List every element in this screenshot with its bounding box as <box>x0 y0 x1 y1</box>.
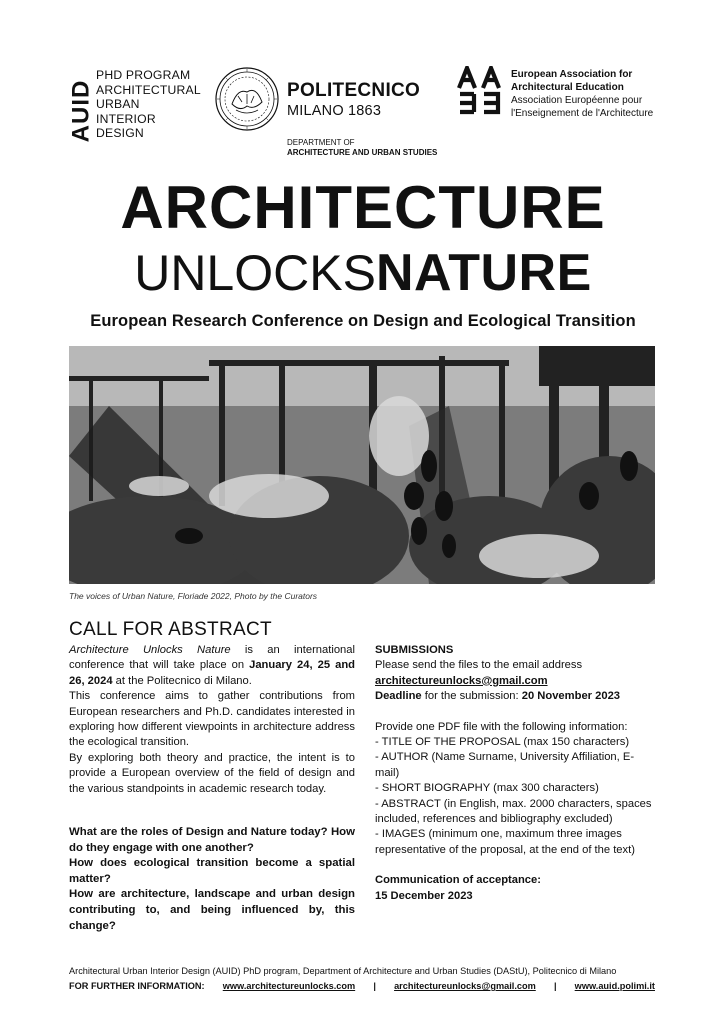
eaae-fr-line2: l'Enseignement de l'Architecture <box>511 108 654 119</box>
requirement-item: - TITLE OF THE PROPOSAL (max 150 characters) <box>375 736 630 749</box>
title-line-2 <box>68 244 658 302</box>
aims-paragraph: This conference aims to gather contributions from European researchers and Ph.D. candidates interested in exploring how different viewpoints in architecture address the ecological transition. <box>69 690 355 749</box>
submissions-heading: SUBMISSIONS <box>375 644 454 656</box>
submissions-section <box>375 643 657 904</box>
intro-location: at the Politecnico di Milano. <box>112 674 252 687</box>
footer-credits: Architectural Urban Interior Design (AUID) PhD program, Department of Architecture and Urban Studies (DAStU), Politecnico di Milano <box>69 966 617 976</box>
polimi-city: MILANO 1863 <box>287 103 382 119</box>
footer-website-link[interactable]: www.architectureunlocks.com <box>222 981 356 991</box>
photo-caption: The voices of Urban Nature, Floriade 2022, Photo by the Curators <box>69 591 318 601</box>
polimi-department <box>287 138 437 158</box>
footer-info <box>69 981 655 991</box>
deadline-date: 20 November 2023 <box>521 690 621 703</box>
acceptance-label: Communication of acceptance: <box>375 874 541 887</box>
auid-logo-mark <box>67 66 95 156</box>
deadline-line <box>375 689 657 704</box>
auid-line: URBAN <box>96 97 140 112</box>
submissions-send-text: Please send the files to the email address <box>375 659 583 672</box>
footer-auid-link[interactable]: www.auid.polimi.it <box>574 981 655 991</box>
provide-text: Provide one PDF file with the following information: <box>375 720 628 733</box>
auid-line: PHD PROGRAM <box>96 68 191 82</box>
intro-paragraph <box>69 643 355 689</box>
auid-program-name <box>96 68 201 141</box>
eaae-fr-line1: Association Européenne pour <box>511 95 643 106</box>
polimi-name: POLITECNICO <box>287 80 421 101</box>
requirement-item: - ABSTRACT (in English, max. 2000 characters, spaces included, references and bibliography excluded) <box>375 797 652 826</box>
intro-conference-name: Architecture Unlocks Nature <box>69 644 231 656</box>
requirement-item: - SHORT BIOGRAPHY (max 300 characters) <box>375 782 599 795</box>
call-for-abstract-heading: CALL FOR ABSTRACT <box>69 619 272 640</box>
title-line-1: ARCHITECTURE <box>120 174 606 241</box>
requirement-item: - IMAGES (minimum one, maximum three images representative of the proposal, at the end of the text) <box>375 828 635 856</box>
question-item: How does ecological transition become a spatial matter? <box>69 857 355 885</box>
requirement-item: - AUTHOR (Name Surname, University Affiliation, E-mail) <box>375 751 635 779</box>
footer-email-link[interactable]: architectureunlocks@gmail.com <box>394 981 536 991</box>
eaae-name <box>511 68 653 120</box>
footer-info-label: FOR FURTHER INFORMATION: <box>69 981 205 991</box>
polimi-dept-line1: DEPARTMENT OF <box>287 138 355 147</box>
call-intro <box>69 643 355 797</box>
eaae-name-line2: Architectural Education <box>511 82 624 93</box>
auid-logo-letters: AUID <box>67 79 95 143</box>
eaae-name-line1: European Association for <box>511 69 633 80</box>
intent-paragraph: By exploring both theory and practice, the intent is to provide a European overview of the field of design and the various standpoints in academic research today. <box>69 751 355 795</box>
polimi-seal-logo <box>214 66 280 132</box>
title-unlocks: UNLOCKS <box>134 245 376 301</box>
intro-dates: January 24, 25 and 26, 2024 <box>69 659 355 687</box>
garden-photo <box>69 346 655 584</box>
intro-text: is an international conference that will take place on <box>69 644 355 672</box>
deadline-label: Deadline <box>375 690 422 703</box>
question-item: What are the roles of Design and Nature today? How do they engage with one another? <box>69 826 355 854</box>
auid-line: DESIGN <box>96 126 144 141</box>
title-nature: NATURE <box>375 244 592 302</box>
auid-line: ARCHITECTURAL <box>96 82 201 97</box>
footer-separator: | <box>553 981 557 991</box>
question-item: How are architecture, landscape and urban design contributing to, and being influenced by, this change? <box>69 888 355 932</box>
acceptance-date: 15 December 2023 <box>375 889 473 902</box>
deadline-text: for the submission: <box>421 690 522 703</box>
footer-separator: | <box>373 981 376 991</box>
submissions-email-link[interactable]: architectureunlocks@gmail.com <box>375 674 548 687</box>
subtitle: European Research Conference on Design and Ecological Transition <box>90 312 636 330</box>
auid-line: INTERIOR <box>96 111 156 126</box>
eaae-logo <box>457 66 501 116</box>
polimi-dept-line2: ARCHITECTURE AND URBAN STUDIES <box>287 148 438 157</box>
research-questions <box>69 825 355 934</box>
